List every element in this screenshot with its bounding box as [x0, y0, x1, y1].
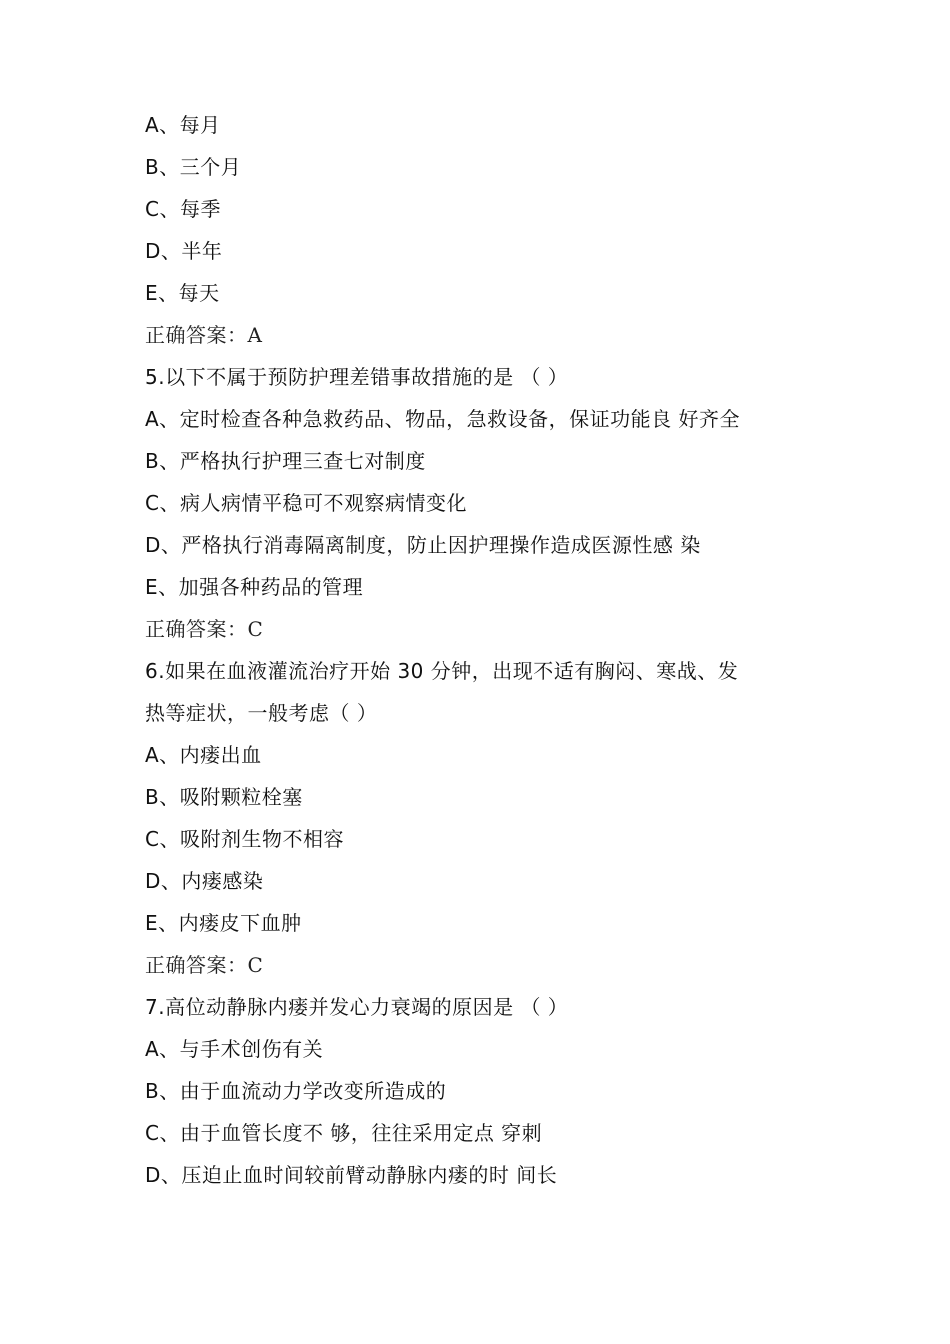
q4-answer: 正确答案：A: [145, 323, 263, 347]
q6-option-b: B、吸附颗粒栓塞: [145, 785, 303, 809]
q6-option-d: D、内瘘感染: [145, 869, 264, 893]
q5-option-b: B、严格执行护理三查七对制度: [145, 449, 426, 473]
q4-option-c: C、每季: [145, 197, 221, 221]
q7-option-b: B、由于血流动力学改变所造成的: [145, 1079, 447, 1103]
q5-option-c: C、病人病情平稳可不观察病情变化: [145, 491, 467, 515]
q6-stem-line2: 热等症状，一般考虑（ ）: [145, 701, 378, 725]
q4-option-b: B、三个月: [145, 155, 242, 179]
q6-option-a: A、内瘘出血: [145, 743, 262, 767]
q5-stem: 5.以下不属于预防护理差错事故措施的是 （ ）: [145, 365, 569, 389]
q4-option-a: A、每月: [145, 113, 221, 137]
q6-option-c: C、吸附剂生物不相容: [145, 827, 344, 851]
q5-answer: 正确答案：C: [145, 617, 264, 641]
q5-option-d: D、严格执行消毒隔离制度，防止因护理操作造成医源性感 染: [145, 533, 701, 557]
q5-option-e: E、加强各种药品的管理: [145, 575, 364, 599]
q7-option-c: C、由于血管长度不 够，往往采用定点 穿刺: [145, 1121, 543, 1145]
q7-option-a: A、与手术创伤有关: [145, 1037, 324, 1061]
q7-option-d: D、压迫止血时间较前臂动静脉内瘘的时 间长: [145, 1163, 558, 1187]
q7-stem: 7.高位动静脉内瘘并发心力衰竭的原因是 （ ）: [145, 995, 569, 1019]
q5-option-a: A、定时检查各种急救药品、物品，急救设备，保证功能良 好齐全: [145, 407, 741, 431]
q6-answer: 正确答案：C: [145, 953, 264, 977]
q4-option-d: D、半年: [145, 239, 223, 263]
q4-option-e: E、每天: [145, 281, 220, 305]
q6-stem-line1: 6.如果在血液灌流治疗开始 30 分钟，出现不适有胸闷、寒战、发: [145, 659, 739, 683]
q6-option-e: E、内瘘皮下血肿: [145, 911, 302, 935]
